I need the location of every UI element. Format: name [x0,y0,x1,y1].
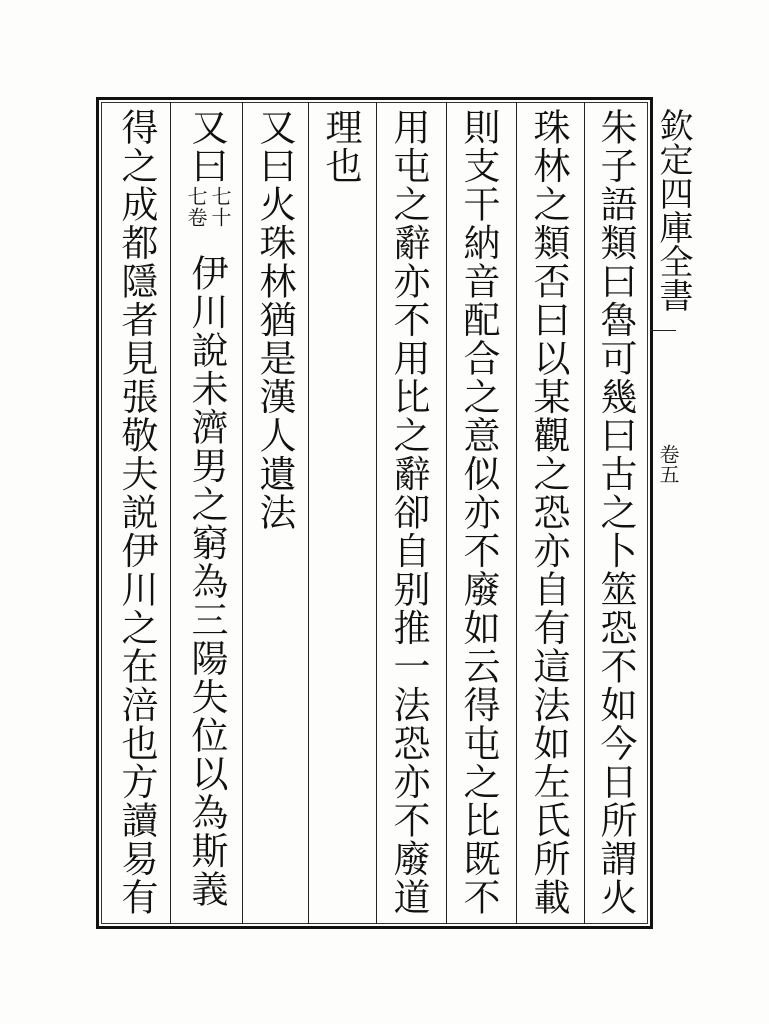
text-column-3: 則支干納音配合之意似亦不廢如云得屯之比既不 [457,108,500,917]
margin-chapter: 卷五 [656,444,680,484]
text-column-6: 又曰火珠林猶是漢人遺法 [253,108,296,532]
text-column-2: 珠林之類否曰以某觀之恐亦自有這法如左氏所載 [527,108,570,917]
interlinear-note-left: 七卷 [184,186,208,228]
text-column-7-head: 又曰 [185,108,228,185]
text-column-4: 用屯之辭亦不用比之辭卻自别推一法恐亦不廢道 [387,108,430,917]
margin-book-title: 欽定四庫全書 [653,108,693,312]
text-column-7-body: 伊川說未濟男之窮為三陽失位以為斯義 [185,254,228,909]
text-column-5: 理也 [319,108,362,185]
column-rule [376,102,377,924]
column-rule [584,102,585,924]
text-column-1: 朱子語類曰魯可幾曰古之卜筮恐不如今日所謂火 [594,108,637,917]
text-column-8: 得之成都隱者見張敬夫説伊川之在涪也方讀易有 [115,108,158,917]
column-rule [516,102,517,924]
column-rule [170,102,171,924]
margin-divider [650,330,676,331]
column-rule [242,102,243,924]
interlinear-note-right: 七十 [208,186,232,228]
column-rule [446,102,447,924]
column-rule [308,102,309,924]
